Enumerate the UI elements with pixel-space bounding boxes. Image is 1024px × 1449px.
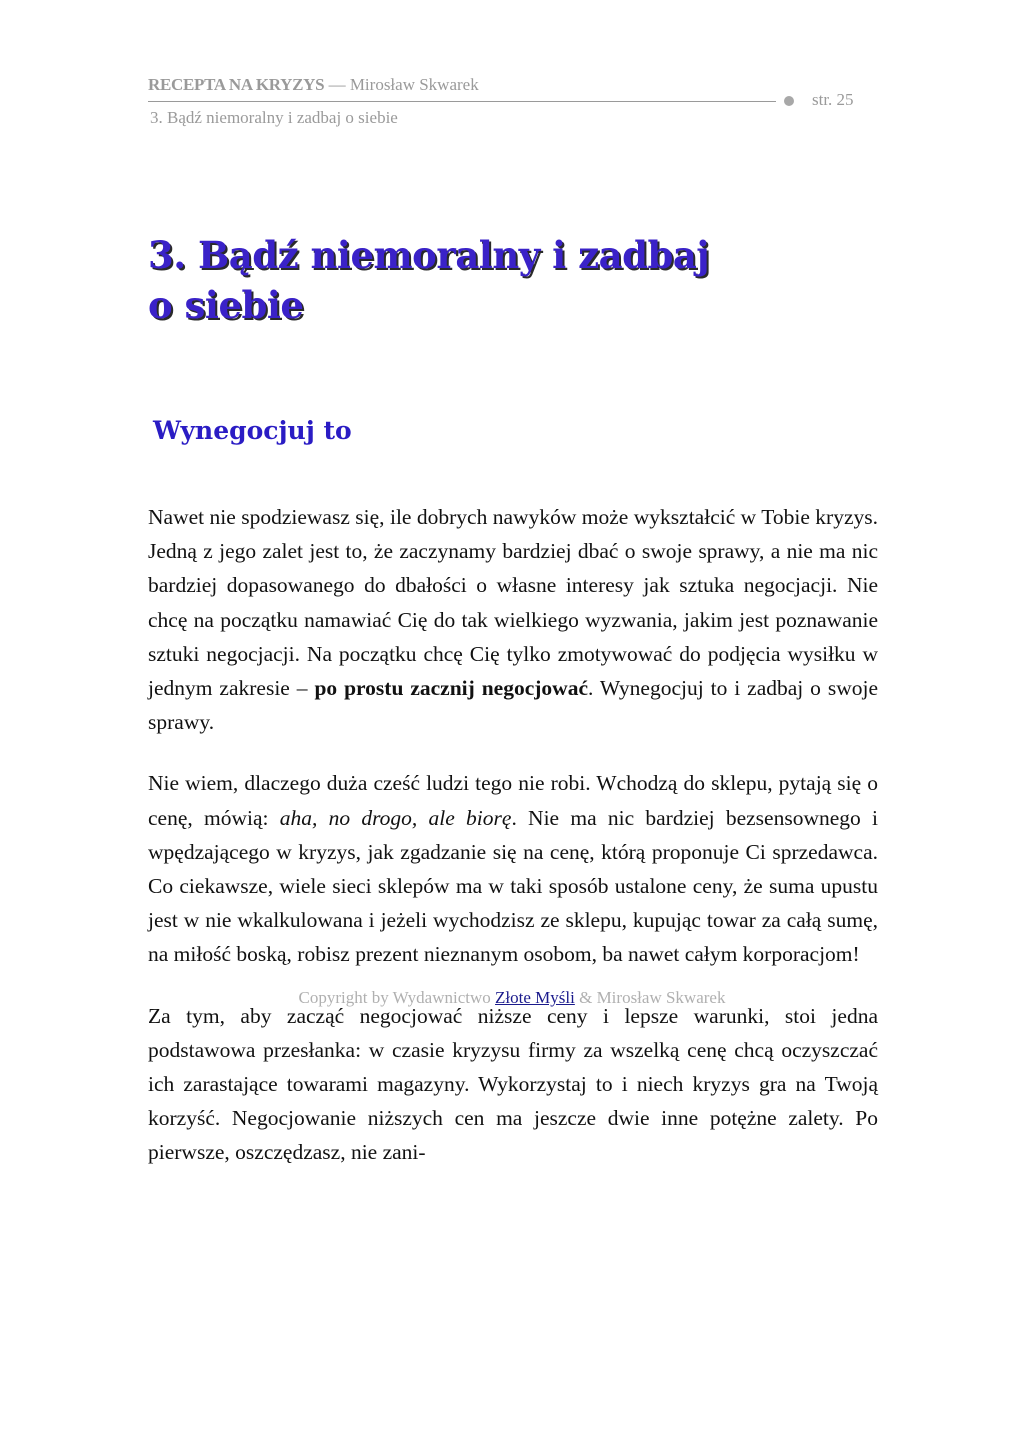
chapter-title-line1: 3. Bądź niemoralny i zadbaj: [148, 233, 710, 277]
body-text: [148, 500, 878, 1197]
paragraph-1-bold: po prostu zacznij negocjować: [314, 676, 588, 701]
header-book-title: RECEPTA NA KRYZYS: [148, 75, 325, 94]
footer-prefix: Copyright by Wydawnictwo: [298, 988, 496, 1007]
chapter-title-line2: o siebie: [148, 283, 304, 327]
paragraph-2: [148, 766, 878, 971]
bullet-icon: [784, 96, 794, 106]
running-header: [148, 74, 878, 134]
footer-suffix: & Mirosław Skwarek: [574, 988, 726, 1007]
paragraph-2-italic: aha, no drogo, ale biorę: [279, 805, 512, 830]
paragraph-1: [148, 500, 878, 739]
footer-copyright: [0, 988, 1024, 1008]
paragraph-2-text-b: . Nie ma nic bardziej bezsensownego i wpędzającego w kryzys, jak zgadzanie się na cenę, którą proponuje Ci sprzedawca. Co ciekawsze, wiele sieci sklepów ma w taki sposób ustalone ceny, że suma upustu jest w nie wkalkulowana i jeżeli wychodzisz ze sklepu, kupując towar za całą sumę, na miłość boską, robisz prezent nieznanym osobom, ba nawet całym korporacjom!: [148, 805, 878, 967]
paragraph-3: Za tym, aby zacząć negocjować niższe ceny i lepsze warunki, stoi jedna podstawowa przesłanka: w czasie kryzysu firmy za wszelką cenę chcą oczyszczać ich zarastające towarami magazyny. Wykorzystaj to i niech kryzys gra na Twoją korzyść. Negocjowanie niższych cen ma jeszcze dwie inne potężne zalety. Po pierwsze, oszczędzasz, nie zani-: [148, 1003, 878, 1165]
header-author: Mirosław Skwarek: [349, 75, 479, 94]
header-book-line: [148, 74, 878, 96]
header-separator: —: [324, 75, 350, 94]
chapter-title: [148, 230, 788, 330]
section-title: Wynegocjuj to: [153, 416, 352, 445]
paragraph-1-text-b: . Wynegocjuj to i zadbaj o swoje sprawy.: [148, 676, 879, 735]
header-chapter: 3. Bądź niemoralny i zadbaj o siebie: [150, 108, 398, 127]
paragraph-2-text-a: Nie wiem, dlaczego duża cześć ludzi tego nie robi. Wchodzą do sklepu, pytają się o cenę, mówią:: [148, 771, 878, 830]
header-rule: [148, 101, 776, 102]
publisher-link[interactable]: Złote Myśli: [495, 988, 575, 1007]
paragraph-1-text-a: Nawet nie spodziewasz się, ile dobrych nawyków może wykształcić w Tobie kryzys. Jedną z jego zalet jest to, że zaczynamy bardziej dbać o swoje sprawy, a nie ma nic bardziej dopasowanego do dbałości o własne interesy jak sztuka negocjacji. Nie chcę na początku namawiać Cię do tak wielkiego wyzwania, jakim jest poznawanie sztuki negocjacji. Na początku chcę Cię tylko zmotywować do podjęcia wysiłku w jednym zakresie –: [148, 505, 878, 701]
page-number: str. 25: [812, 90, 854, 109]
